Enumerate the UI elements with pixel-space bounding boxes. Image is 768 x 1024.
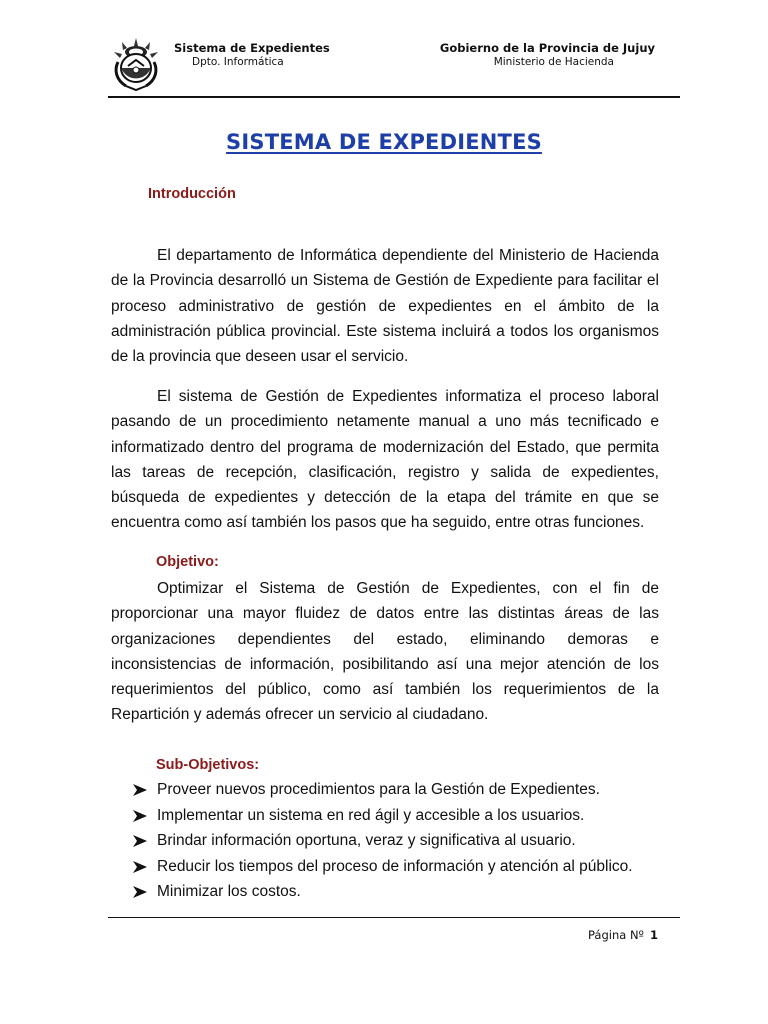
objective-paragraph-text: Optimizar el Sistema de Gestión de Expedientes, con el fin de proporcionar una mayor fluidez de datos entre las distintas áreas de las organizaciones dependientes del estado, eliminando demoras e inconsistencias de información, posibilitando así una mejor atención de los requerimientos del público, como así también los requerimientos de la Repartición y además ofrecer un servicio al ciudadano.	[111, 580, 659, 724]
list-item	[133, 828, 673, 854]
list-item	[133, 777, 673, 803]
provincial-seal-icon	[108, 36, 164, 92]
arrow-bullet-icon	[133, 784, 147, 796]
header-government: Gobierno de la Provincia de Jujuy	[439, 41, 655, 55]
introduction-paragraph-1-text: El departamento de Informática dependiente del Ministerio de Hacienda de la Provincia desarrolló un Sistema de Gestión de Expediente para facilitar el proceso administrativo de gestión de expedientes en el ámbito de la administración pública provincial. Este sistema incluirá a todos los organismos de la provincia que deseen usar el servicio.	[111, 247, 659, 366]
page-header	[108, 36, 680, 98]
list-item-text: Minimizar los costos.	[157, 883, 301, 901]
introduction-paragraph-2-text: El sistema de Gestión de Expedientes informatiza el proceso laboral pasando de un procedimiento netamente manual a uno más tecnificado e informatizado dentro del programa de modernización del Estado, que permita las tareas de recepción, clasificación, registro y salida de expedientes, búsqueda de expedientes y detección de la etapa del trámite en que se encuentra como así también los pasos que ha seguido, entre otras funciones.	[111, 388, 659, 532]
list-item-text: Reducir los tiempos del proceso de información y atención al público.	[157, 857, 633, 875]
arrow-bullet-icon	[133, 810, 147, 822]
list-item-text: Implementar un sistema en red ágil y accesible a los usuarios.	[157, 806, 585, 824]
arrow-bullet-icon	[133, 861, 147, 873]
introduction-paragraph-1	[111, 243, 659, 369]
page-footer	[588, 928, 658, 942]
subobjectives-list	[133, 777, 673, 905]
introduction-heading: Introducción	[148, 186, 236, 202]
list-item-text: Proveer nuevos procedimientos para la Gestión de Expedientes.	[157, 781, 600, 798]
header-ministry: Ministerio de Hacienda	[493, 56, 614, 68]
header-department: Dpto. Informática	[192, 56, 284, 68]
arrow-bullet-icon	[133, 835, 147, 847]
objective-heading: Objetivo:	[156, 554, 219, 570]
header-divider	[108, 96, 680, 98]
document-title-text: SISTEMA DE EXPEDIENTES	[226, 130, 542, 154]
list-item	[133, 854, 673, 880]
footer-divider	[108, 917, 680, 918]
list-item-text: Brindar información oportuna, veraz y significativa al usuario.	[157, 832, 576, 850]
document-title	[0, 130, 768, 154]
list-item	[133, 803, 673, 829]
objective-paragraph	[111, 576, 659, 728]
header-system-name: Sistema de Expedientes	[174, 41, 330, 55]
page-label: Página Nº	[588, 928, 644, 942]
list-item	[133, 879, 673, 905]
arrow-bullet-icon	[133, 886, 147, 898]
subobjectives-heading: Sub-Objetivos:	[156, 757, 260, 773]
page-number: 1	[649, 928, 658, 942]
introduction-paragraph-2	[111, 384, 659, 536]
